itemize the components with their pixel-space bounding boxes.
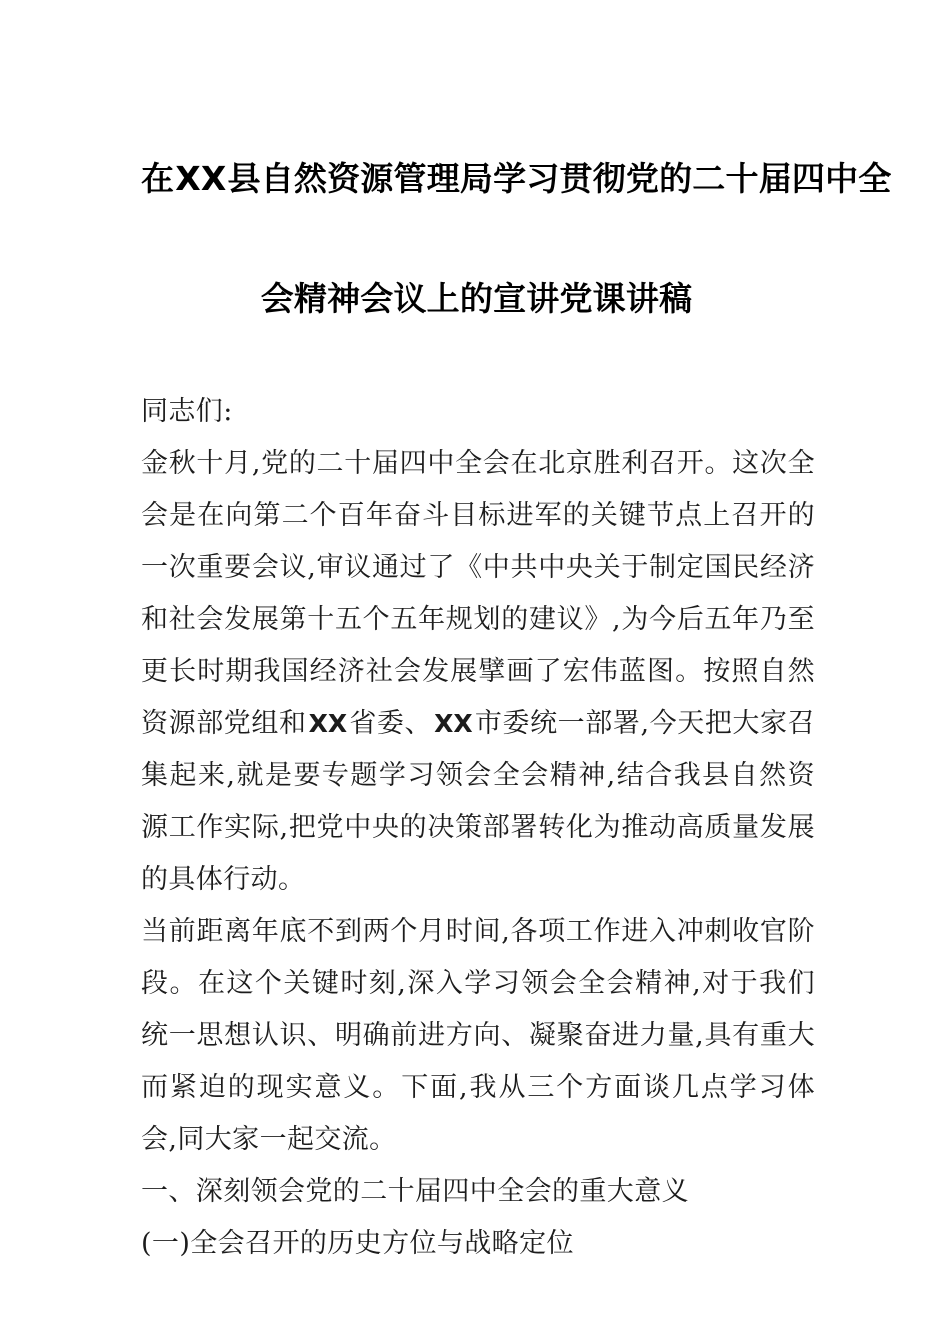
document-body — [141, 386, 815, 1270]
title-placeholder-mark: XX — [175, 159, 227, 198]
paragraph-1-segment-2: 省委、 — [349, 708, 433, 739]
paragraph-1 — [141, 438, 815, 906]
title-text-after-mark: 县自然资源管理局学习贯彻党的二十届四中全 — [227, 159, 892, 198]
salutation: 同志们: — [141, 396, 233, 427]
document-title-line-2: 会精神会议上的宣讲党课讲稿 — [260, 279, 693, 318]
document-title — [141, 148, 892, 330]
paragraph-1-placeholder-mark-1: XX — [308, 709, 348, 738]
paragraph-1-segment-1: 金秋十月,党的二十届四中全会在北京胜利召开。这次全会是在向第二个百年奋斗目标进军的关键节点上召开的一次重要会议,审议通过了《中共中央关于制定国民经济和社会发展第十五个五年规划的建议》,为今后五年乃至更长时期我国经济社会发展擘画了宏伟蓝图。按照自然资源部党组和 — [141, 448, 815, 739]
paragraph-2: 当前距离年底不到两个月时间,各项工作进入冲刺收官阶段。在这个关键时刻,深入学习领会全会精神,对于我们统一思想认识、明确前进方向、凝聚奋进力量,具有重大而紧迫的现实意义。下面,我从三个方面谈几点学习体会,同大家一起交流。 — [141, 916, 815, 1155]
document-title-line-1 — [141, 148, 892, 210]
paragraph-1-placeholder-mark-2: XX — [434, 709, 473, 738]
paragraph-1-segment-3: 市委统一部署,今天把大家召集起来,就是要专题学习领会全会精神,结合我县自然资源工作实际,把党中央的决策部署转化为推动高质量发展的具体行动。 — [141, 708, 815, 895]
title-text-before-mark: 在 — [141, 159, 175, 198]
section-heading-1: 一、深刻领会党的二十届四中全会的重大意义 — [141, 1176, 689, 1207]
section-heading-1-1: (一)全会召开的历史方位与战略定位 — [141, 1228, 574, 1259]
